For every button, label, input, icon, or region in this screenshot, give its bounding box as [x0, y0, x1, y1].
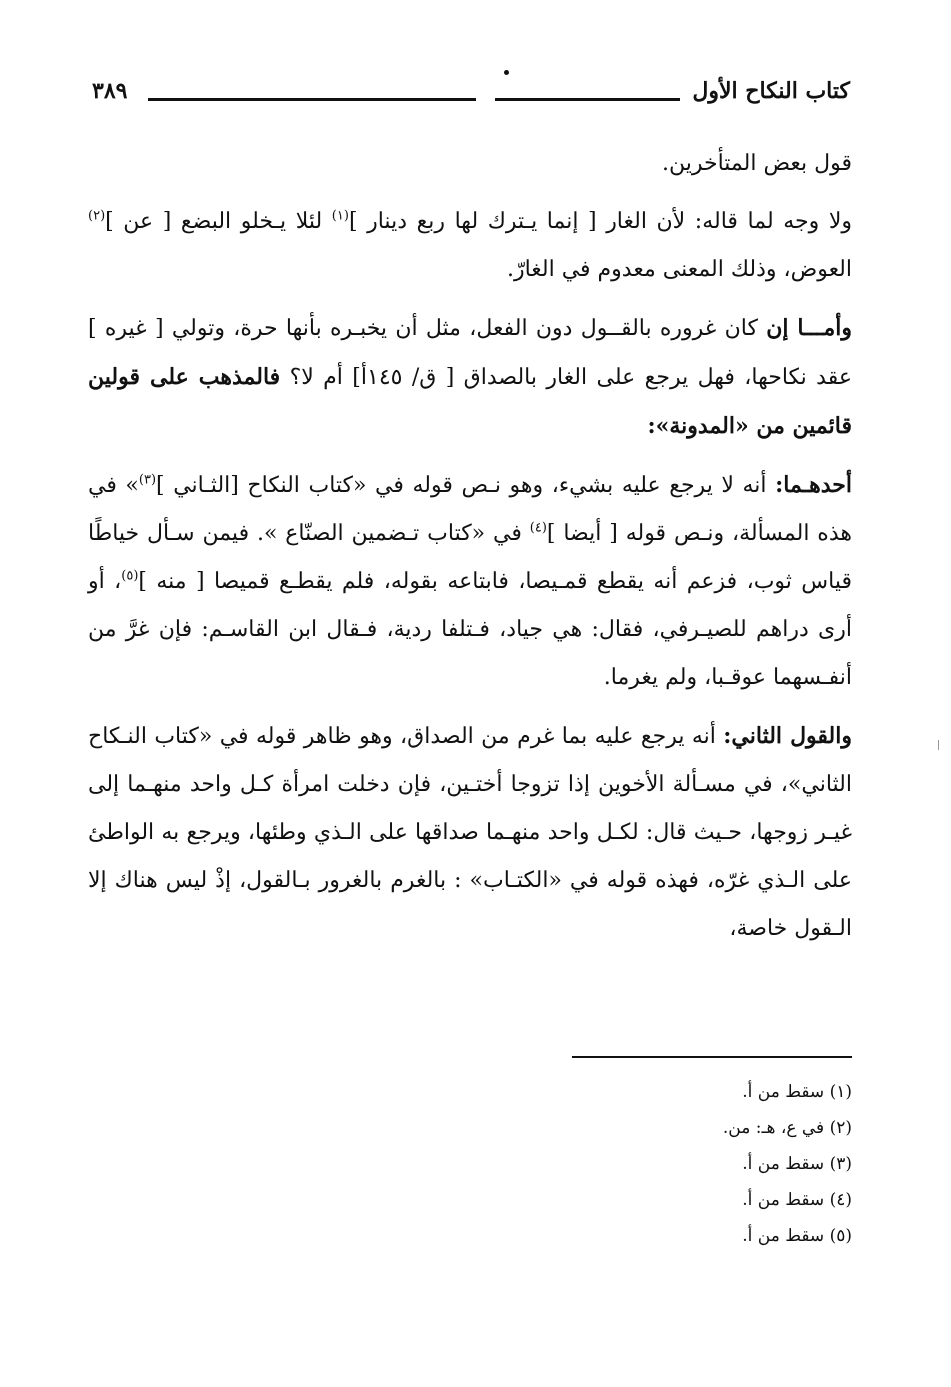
page-number: ٣٨٩ — [92, 78, 128, 104]
bold-phrase: فالمذهب على قولين قائمين من «المدونة»: — [88, 364, 852, 439]
paragraph-lead: وأمـــا إن — [766, 315, 852, 341]
footnote-ref: (٢) — [88, 208, 106, 224]
footnote: (١) سقط من أ. — [742, 1082, 852, 1102]
margin-mark — [938, 740, 939, 750]
footnote: (٤) سقط من أ. — [742, 1190, 852, 1210]
footnote: (٣) سقط من أ. — [742, 1154, 852, 1174]
footnote-separator — [572, 1056, 852, 1058]
footnote-ref: (١) — [331, 208, 349, 224]
paragraph: والقول الثاني: أنه يرجع عليه بما غرم من الصداق، وهو ظاهر قوله في «كتاب النـكاح الثاني»، في مسـألة الأخوين إذا تزوجا أختـين، فإن دخلت امرأة كـل واحد منهـما إلى غيـر زوجها، حـيث قال: لكـل واحد منهـما صداقها على الـذي وطئها، ويرجع به الواطئ على الـذي غرّه، فهذه قوله في «الكتـاب» : بالغرم بالغرور بـالقول، إذْ ليس هناك إلا الـقول خاصة، — [88, 723, 852, 941]
book-title: كتاب النكاح الأول — [692, 78, 850, 104]
footnote: (٥) سقط من أ. — [742, 1226, 852, 1246]
footnote: (٢) في ع، هـ: من. — [722, 1118, 852, 1138]
running-header — [92, 72, 850, 112]
footnote-ref: (٣) — [138, 472, 157, 488]
footnote-ref: (٤) — [529, 520, 547, 536]
paragraph: أحدهـما: أنه لا يرجع عليه بشيء، وهو نـص قوله في «كتاب النكاح [الثـاني ]$^{(٣)}$» في هذه المسألة، ونـص قوله [ أيضا ]$^{(٤)}$ في «كتاب تـضمين الصنّاع ». فيمن سـأل خياطًا قياس ثوب، فزعم أنه يقطع قمـيصا، فابتاعه بقوله، فلم يقطـع قميصا [ منه ]$^{(٥)}$، أو أرى دراهم للصيـرفي، فقال: هي جياد، فـتلفا ردية، فـقال ابن القاسـم: فإن غرَّ من أنفـسهما عوقـبا، ولم يغرما. — [88, 472, 853, 690]
footnotes — [500, 1074, 852, 1254]
header-rule — [148, 98, 476, 101]
paragraph-lead: والقول الثاني: — [723, 723, 852, 749]
footnote-ref: (٥) — [121, 568, 139, 584]
paragraph: قول بعض المتأخرين. — [661, 151, 852, 176]
paragraph: وأمـــا إن كان غروره بالقــول دون الفعل، مثل أن يخبـره بأنها حرة، وتولي [ غيره ] عقد نكاحها، فهل يرجع على الغار بالصداق [ ق/ ١٤٥أ] أم لا؟ فالمذهب على قولين قائمين من «المدونة»: — [88, 315, 852, 439]
main-text — [88, 140, 852, 963]
header-rule — [495, 98, 680, 101]
paragraph: ولا وجه لما قاله: لأن الغار [ إنما يـترك لها ربع دينار ]$^{(١)}$ لئلا يـخلو البضع [ عن ]$^{(٢)}$ العوض، وذلك المعنى معدوم في الغارّ. — [88, 208, 852, 282]
paragraph-lead: أحدهـما: — [775, 472, 852, 498]
